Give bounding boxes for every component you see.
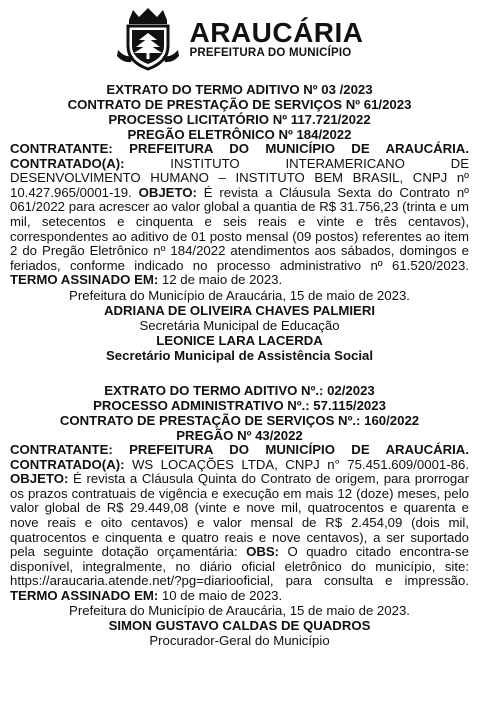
extract-1-title-4: PREGÃO ELETRÔNICO Nº 184/2022 xyxy=(127,127,352,142)
contratado-label: CONTRATADO(A): xyxy=(10,456,125,472)
objeto-label: OBJETO: xyxy=(10,471,69,487)
extract-1-signatures xyxy=(10,288,469,363)
header xyxy=(10,0,469,74)
place-date: Prefeitura do Município de Araucária, 15 de maio de 2023. xyxy=(69,603,410,619)
extract-1-title-1: EXTRATO DO TERMO ADITIVO Nº 03 /2023 xyxy=(106,82,373,97)
signer-role: Secretário Municipal de Assistência Social xyxy=(105,347,374,363)
brand-subtitle: PREFEITURA DO MUNICÍPIO xyxy=(189,46,352,59)
contratado-text: WS LOCAÇÕES LTDA, CNPJ n° 75.451.609/0001-86. xyxy=(124,456,469,472)
contratado-label: CONTRATADO(A): xyxy=(10,155,125,171)
signer-name: LEONICE LARA LACERDA xyxy=(156,332,323,348)
contratado-text: INSTITUTO INTERAMERICANO DE DESENVOLVIMENTO HUMANO – INSTITUTO BEM BRASIL, CNPJ nº 10.427.965/0001-19. xyxy=(10,155,469,200)
objeto-label: OBJETO: xyxy=(138,184,197,200)
signer-name: SIMON GUSTAVO CALDAS DE QUADROS xyxy=(108,618,371,634)
obs-text: O quadro citado encontra-se disponível, integralmente, no diário oficial eletrônico do município, site: https://araucaria.atende.net/?pg=diariooficial, para consulta e impressão. xyxy=(10,544,469,589)
extract-2 xyxy=(10,383,469,649)
objeto-text: É revista a Cláusula Quinta do Contrato de origem, para prorrogar os prazos contratuais de vigência e execução em mais 12 (doze) meses, pelo valor global de R$ 29.449,08 (vinte e nove mil, quatrocentos e quarenta e nove reais e oito centavos) e valor mensal de R$ 2.454,09 (dois mil, quatrocentos e cinquenta e quatro reais e nove centavos), a ser suportado pela seguinte dotação orçamentária: xyxy=(10,471,469,560)
obs-label: OBS: xyxy=(246,544,280,560)
extract-1-title-3: PROCESSO LICITATÓRIO Nº 117.721/2022 xyxy=(108,112,371,127)
extract-2-signatures xyxy=(10,603,469,648)
contratante-label: CONTRATANTE: PREFEITURA DO MUNICÍPIO DE ARAUCÁRIA. xyxy=(10,441,469,457)
contratante-label: CONTRATANTE: PREFEITURA DO MUNICÍPIO DE ARAUCÁRIA. xyxy=(10,141,469,156)
extract-1-body xyxy=(10,142,469,288)
extract-1 xyxy=(10,82,469,363)
termo-label: TERMO ASSINADO EM: xyxy=(10,272,159,288)
signer-name: ADRIANA DE OLIVEIRA CHAVES PALMIERI xyxy=(103,302,376,318)
extract-2-body xyxy=(10,443,469,604)
extract-2-title-1: EXTRATO DO TERMO ADITIVO Nº.: 02/2023 xyxy=(104,382,375,398)
signer-role: Secretária Municipal de Educação xyxy=(139,317,340,333)
municipal-seal-logo xyxy=(115,6,181,72)
signer-role: Procurador-Geral do Município xyxy=(149,633,330,649)
section-gap xyxy=(10,363,469,375)
objeto-text: É revista a Cláusula Sexta do Contrato nº 061/2022 para acrescer ao valor global a quantia de R$ 31.756,23 (trinta e um mil, setecentos e cinquenta e seis reais e vinte e três centavos), correspondentes ao aditivo de 01 posto mensal (09 postos) referentes ao item 2 do Pregão Eletrônico nº 184/2022 atendimentos aos sábados, domingos e feriados, conforme indicado no processo administrativo nº 61.520/2023. xyxy=(10,184,469,273)
brand xyxy=(189,16,364,60)
place-date: Prefeitura do Município de Araucária, 15 de maio de 2023. xyxy=(69,287,410,303)
extract-1-title-2: CONTRATO DE PRESTAÇÃO DE SERVIÇOS Nº 61/2023 xyxy=(67,97,412,112)
termo-text: 12 de maio de 2023. xyxy=(158,272,283,288)
extract-2-title-2: PROCESSO ADMINISTRATIVO Nº.: 57.115/2023 xyxy=(93,397,386,413)
extract-2-title-4: PREGÃO Nº 43/2022 xyxy=(176,427,303,443)
extract-2-title-3: CONTRATO DE PRESTAÇÃO DE SERVIÇOS Nº.: 160/2022 xyxy=(59,412,420,428)
termo-text: 10 de maio de 2023. xyxy=(158,587,283,603)
brand-name: ARAUCÁRIA xyxy=(189,16,364,48)
termo-label: TERMO ASSINADO EM: xyxy=(10,587,159,603)
